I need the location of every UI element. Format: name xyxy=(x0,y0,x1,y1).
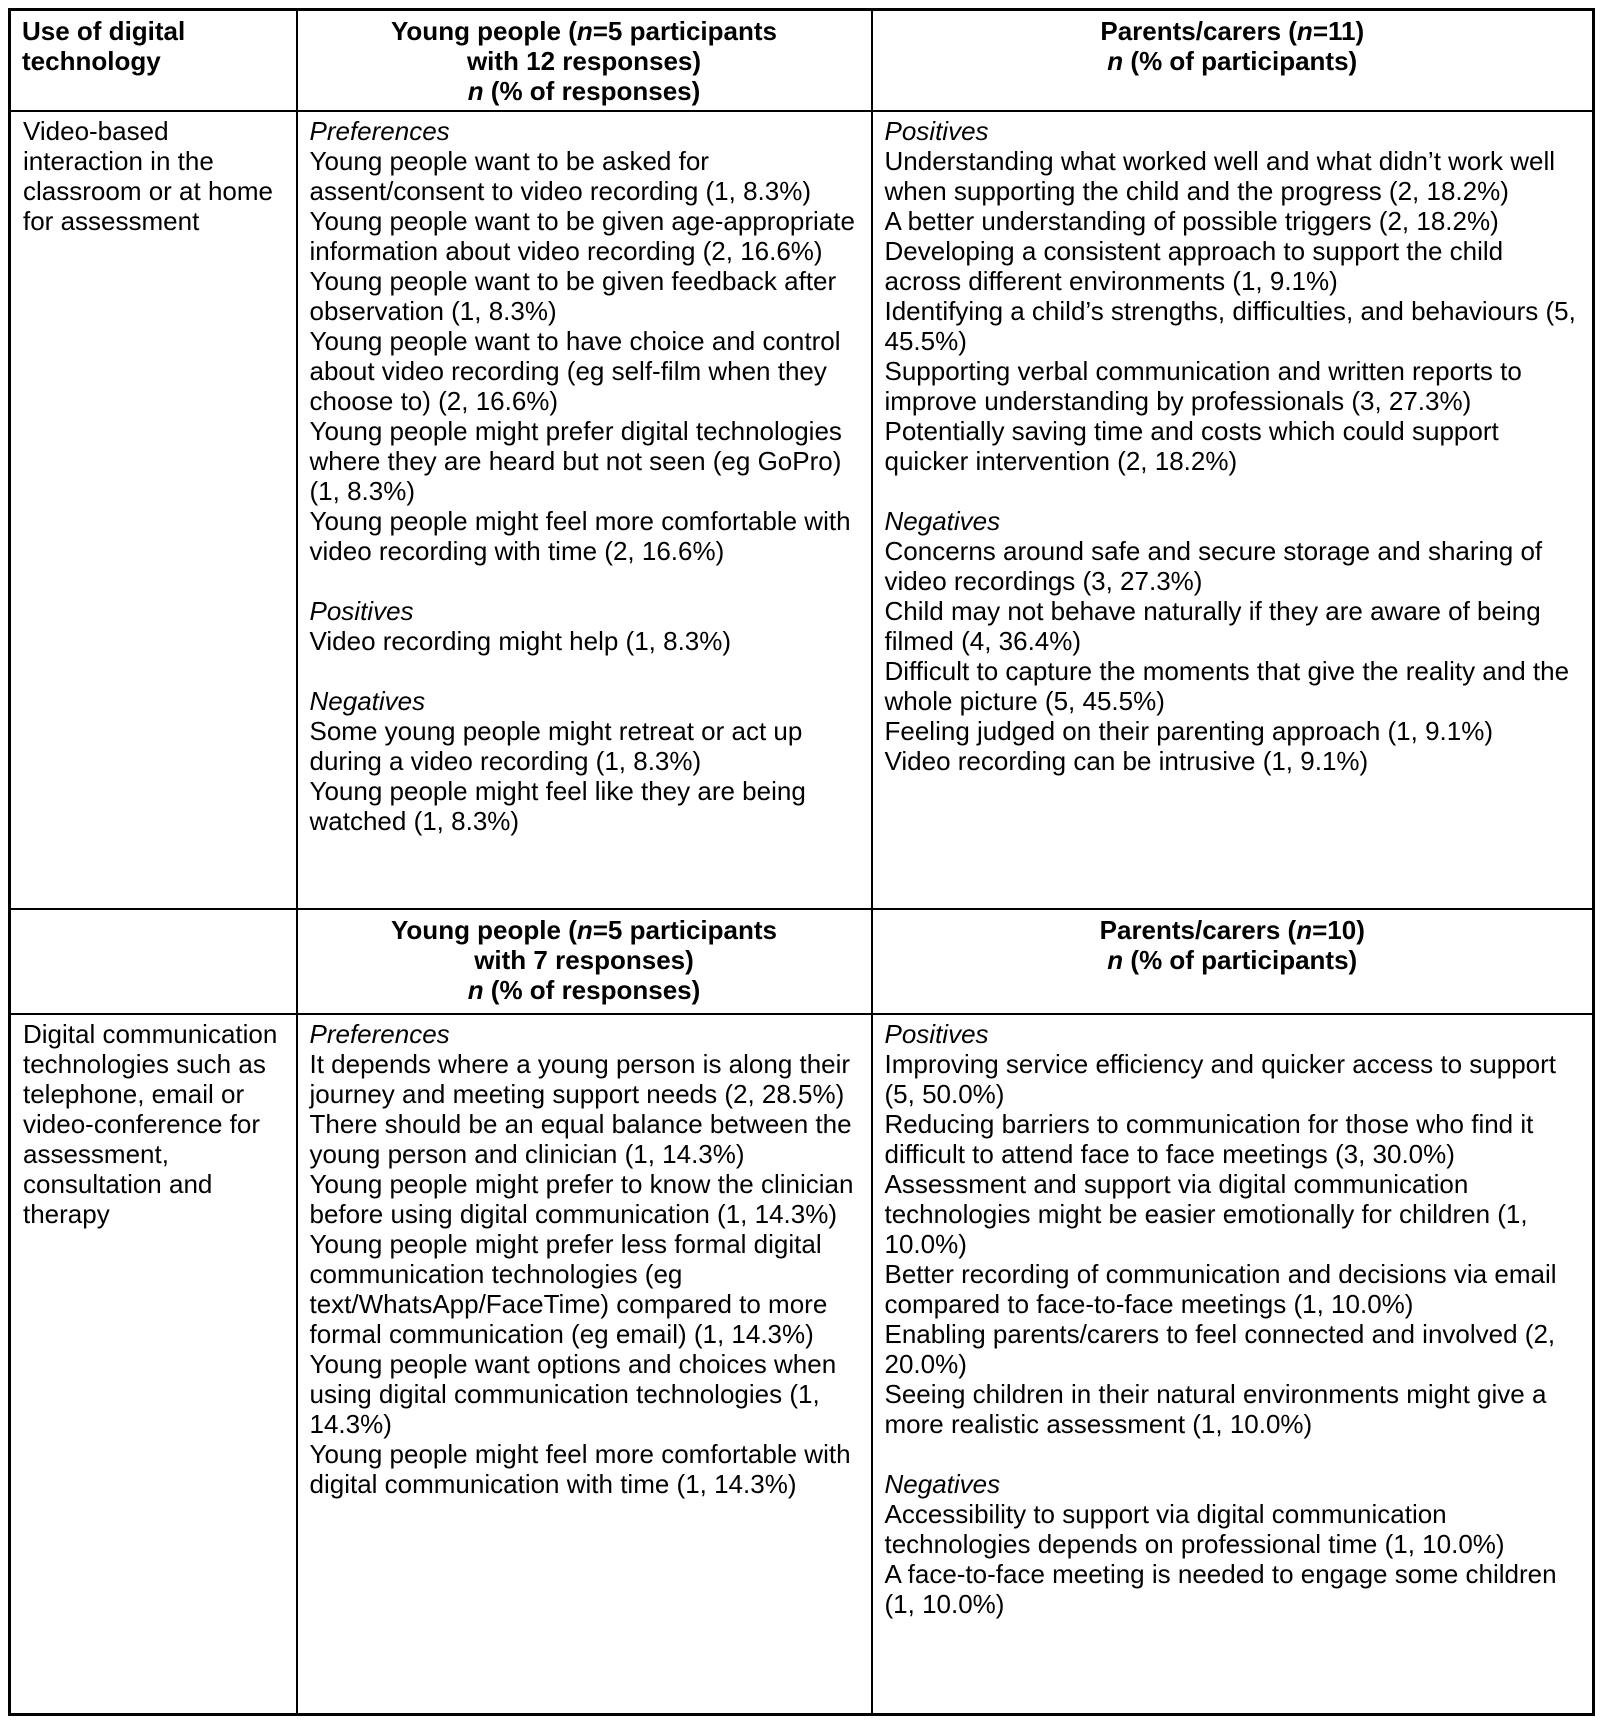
feedback-item: Young people want to be given age-appropriate information about video recording (2, 16.6%) xyxy=(309,206,855,266)
section-label: Positives xyxy=(309,596,414,626)
feedback-item: Assessment and support via digital communication technologies might be easier emotionally for children (1, 10.0%) xyxy=(884,1169,1528,1259)
section-label: Preferences xyxy=(309,1019,450,1049)
feedback-item: Reducing barriers to communication for those who find it difficult to attend face to face meetings (3, 30.0%) xyxy=(884,1109,1534,1169)
feedback-item: Some young people might retreat or act up during a video recording (1, 8.3%) xyxy=(309,716,803,776)
header-line: Parents/carers (n=10) xyxy=(1099,915,1365,945)
feedback-item: Young people might feel more comfortable with video recording with time (2, 16.6%) xyxy=(309,506,851,566)
cell-technology-digital-communication: Digital communication technologies such as telephone, email or video-conference for assessment, consultation and therapy xyxy=(10,1014,297,1715)
header-line: n (% of responses) xyxy=(467,975,701,1005)
cell-technology-video-based-interaction: Video-based interaction in the classroom or at home for assessment xyxy=(10,111,297,909)
feedback-item: Young people might prefer digital technologies where they are heard but not seen (eg GoPro) (1, 8.3%) xyxy=(309,416,842,506)
feedback-item: Young people might prefer to know the clinician before using digital communication (1, 14.3%) xyxy=(309,1169,854,1229)
feedback-item: A better understanding of possible triggers (2, 18.2%) xyxy=(884,206,1499,236)
feedback-item: There should be an equal balance between the young person and clinician (1, 14.3%) xyxy=(309,1109,852,1169)
digital-technology-feedback-table xyxy=(8,8,1595,1716)
header-young-people-12-responses xyxy=(297,10,872,112)
header-row-1 xyxy=(10,10,1594,112)
feedback-item: Young people want to be asked for assent/consent to video recording (1, 8.3%) xyxy=(309,146,812,206)
feedback-item: Young people want options and choices when using digital communication technologies (1, 14.3%) xyxy=(309,1349,837,1439)
header-line: Young people (n=5 participants xyxy=(391,915,777,945)
feedback-item: Feeling judged on their parenting approach (1, 9.1%) xyxy=(884,716,1494,746)
header-row-2 xyxy=(10,909,1594,1014)
feedback-item: Accessibility to support via digital communication technologies depends on professional time (1, 10.0%) xyxy=(884,1499,1505,1559)
header-line: Parents/carers (n=11) xyxy=(1100,16,1365,46)
feedback-item: Potentially saving time and costs which could support quicker intervention (2, 18.2%) xyxy=(884,416,1499,476)
feedback-item: Young people want to have choice and control about video recording (eg self-film when they choose to) (2, 16.6%) xyxy=(309,326,841,416)
feedback-item: Video recording might help (1, 8.3%) xyxy=(309,626,732,656)
header-parents-carers-n10 xyxy=(872,909,1594,1014)
section-label: Positives xyxy=(884,116,989,146)
header-line: with 12 responses) xyxy=(466,46,702,76)
row-video-based-interaction xyxy=(10,111,1594,909)
section-label: Preferences xyxy=(309,116,450,146)
cell-parents-carers-digital-communication-feedback xyxy=(872,1014,1594,1715)
cell-empty xyxy=(10,909,297,1014)
header-parents-carers-n11 xyxy=(872,10,1594,112)
feedback-item: Understanding what worked well and what didn’t work well when supporting the child and the progress (2, 18.2%) xyxy=(884,146,1556,206)
feedback-item: Young people want to be given feedback after observation (1, 8.3%) xyxy=(309,266,837,326)
section-label: Negatives xyxy=(884,506,1001,536)
feedback-item: Identifying a child’s strengths, difficulties, and behaviours (5, 45.5%) xyxy=(884,296,1576,356)
feedback-item: Enabling parents/carers to feel connected and involved (2, 20.0%) xyxy=(884,1319,1556,1379)
feedback-item: Seeing children in their natural environments might give a more realistic assessment (1, 10.0%) xyxy=(884,1379,1547,1439)
feedback-item: Young people might feel more comfortable with digital communication with time (1, 14.3%) xyxy=(309,1439,851,1499)
cell-young-people-digital-communication-feedback xyxy=(297,1014,872,1715)
header-line: Young people (n=5 participants xyxy=(391,16,777,46)
cell-parents-carers-video-feedback xyxy=(872,111,1594,909)
header-line: n (% of participants) xyxy=(1107,945,1358,975)
feedback-item: Concerns around safe and secure storage and sharing of video recordings (3, 27.3%) xyxy=(884,536,1543,596)
header-line: n (% of participants) xyxy=(1107,46,1358,76)
feedback-item: A face-to-face meeting is needed to engage some children (1, 10.0%) xyxy=(884,1559,1557,1619)
header-young-people-7-responses xyxy=(297,909,872,1014)
feedback-item: Developing a consistent approach to support the child across different environments (1, 9.1%) xyxy=(884,236,1504,296)
feedback-item: Young people might prefer less formal digital communication technologies (eg text/WhatsApp/FaceTime) compared to more formal communication (eg email) (1, 14.3%) xyxy=(309,1229,828,1349)
header-line: n (% of responses) xyxy=(467,76,701,106)
feedback-item: Young people might feel like they are being watched (1, 8.3%) xyxy=(309,776,806,836)
section-label: Negatives xyxy=(884,1469,1001,1499)
feedback-item: Difficult to capture the moments that give the reality and the whole picture (5, 45.5%) xyxy=(884,656,1570,716)
feedback-item: Better recording of communication and decisions via email compared to face-to-face meetings (1, 10.0%) xyxy=(884,1259,1557,1319)
feedback-item: Video recording can be intrusive (1, 9.1%) xyxy=(884,746,1369,776)
feedback-item: It depends where a young person is along their journey and meeting support needs (2, 28.5%) xyxy=(309,1049,851,1109)
feedback-item: Supporting verbal communication and written reports to improve understanding by professionals (3, 27.3%) xyxy=(884,356,1522,416)
feedback-item: Child may not behave naturally if they are aware of being filmed (4, 36.4%) xyxy=(884,596,1541,656)
header-use-of-digital-technology: Use of digital technology xyxy=(10,10,297,112)
section-label: Positives xyxy=(884,1019,989,1049)
row-digital-communication-technologies xyxy=(10,1014,1594,1715)
cell-young-people-video-feedback xyxy=(297,111,872,909)
header-line: with 7 responses) xyxy=(474,945,694,975)
feedback-item: Improving service efficiency and quicker access to support (5, 50.0%) xyxy=(884,1049,1557,1109)
section-label: Negatives xyxy=(309,686,426,716)
